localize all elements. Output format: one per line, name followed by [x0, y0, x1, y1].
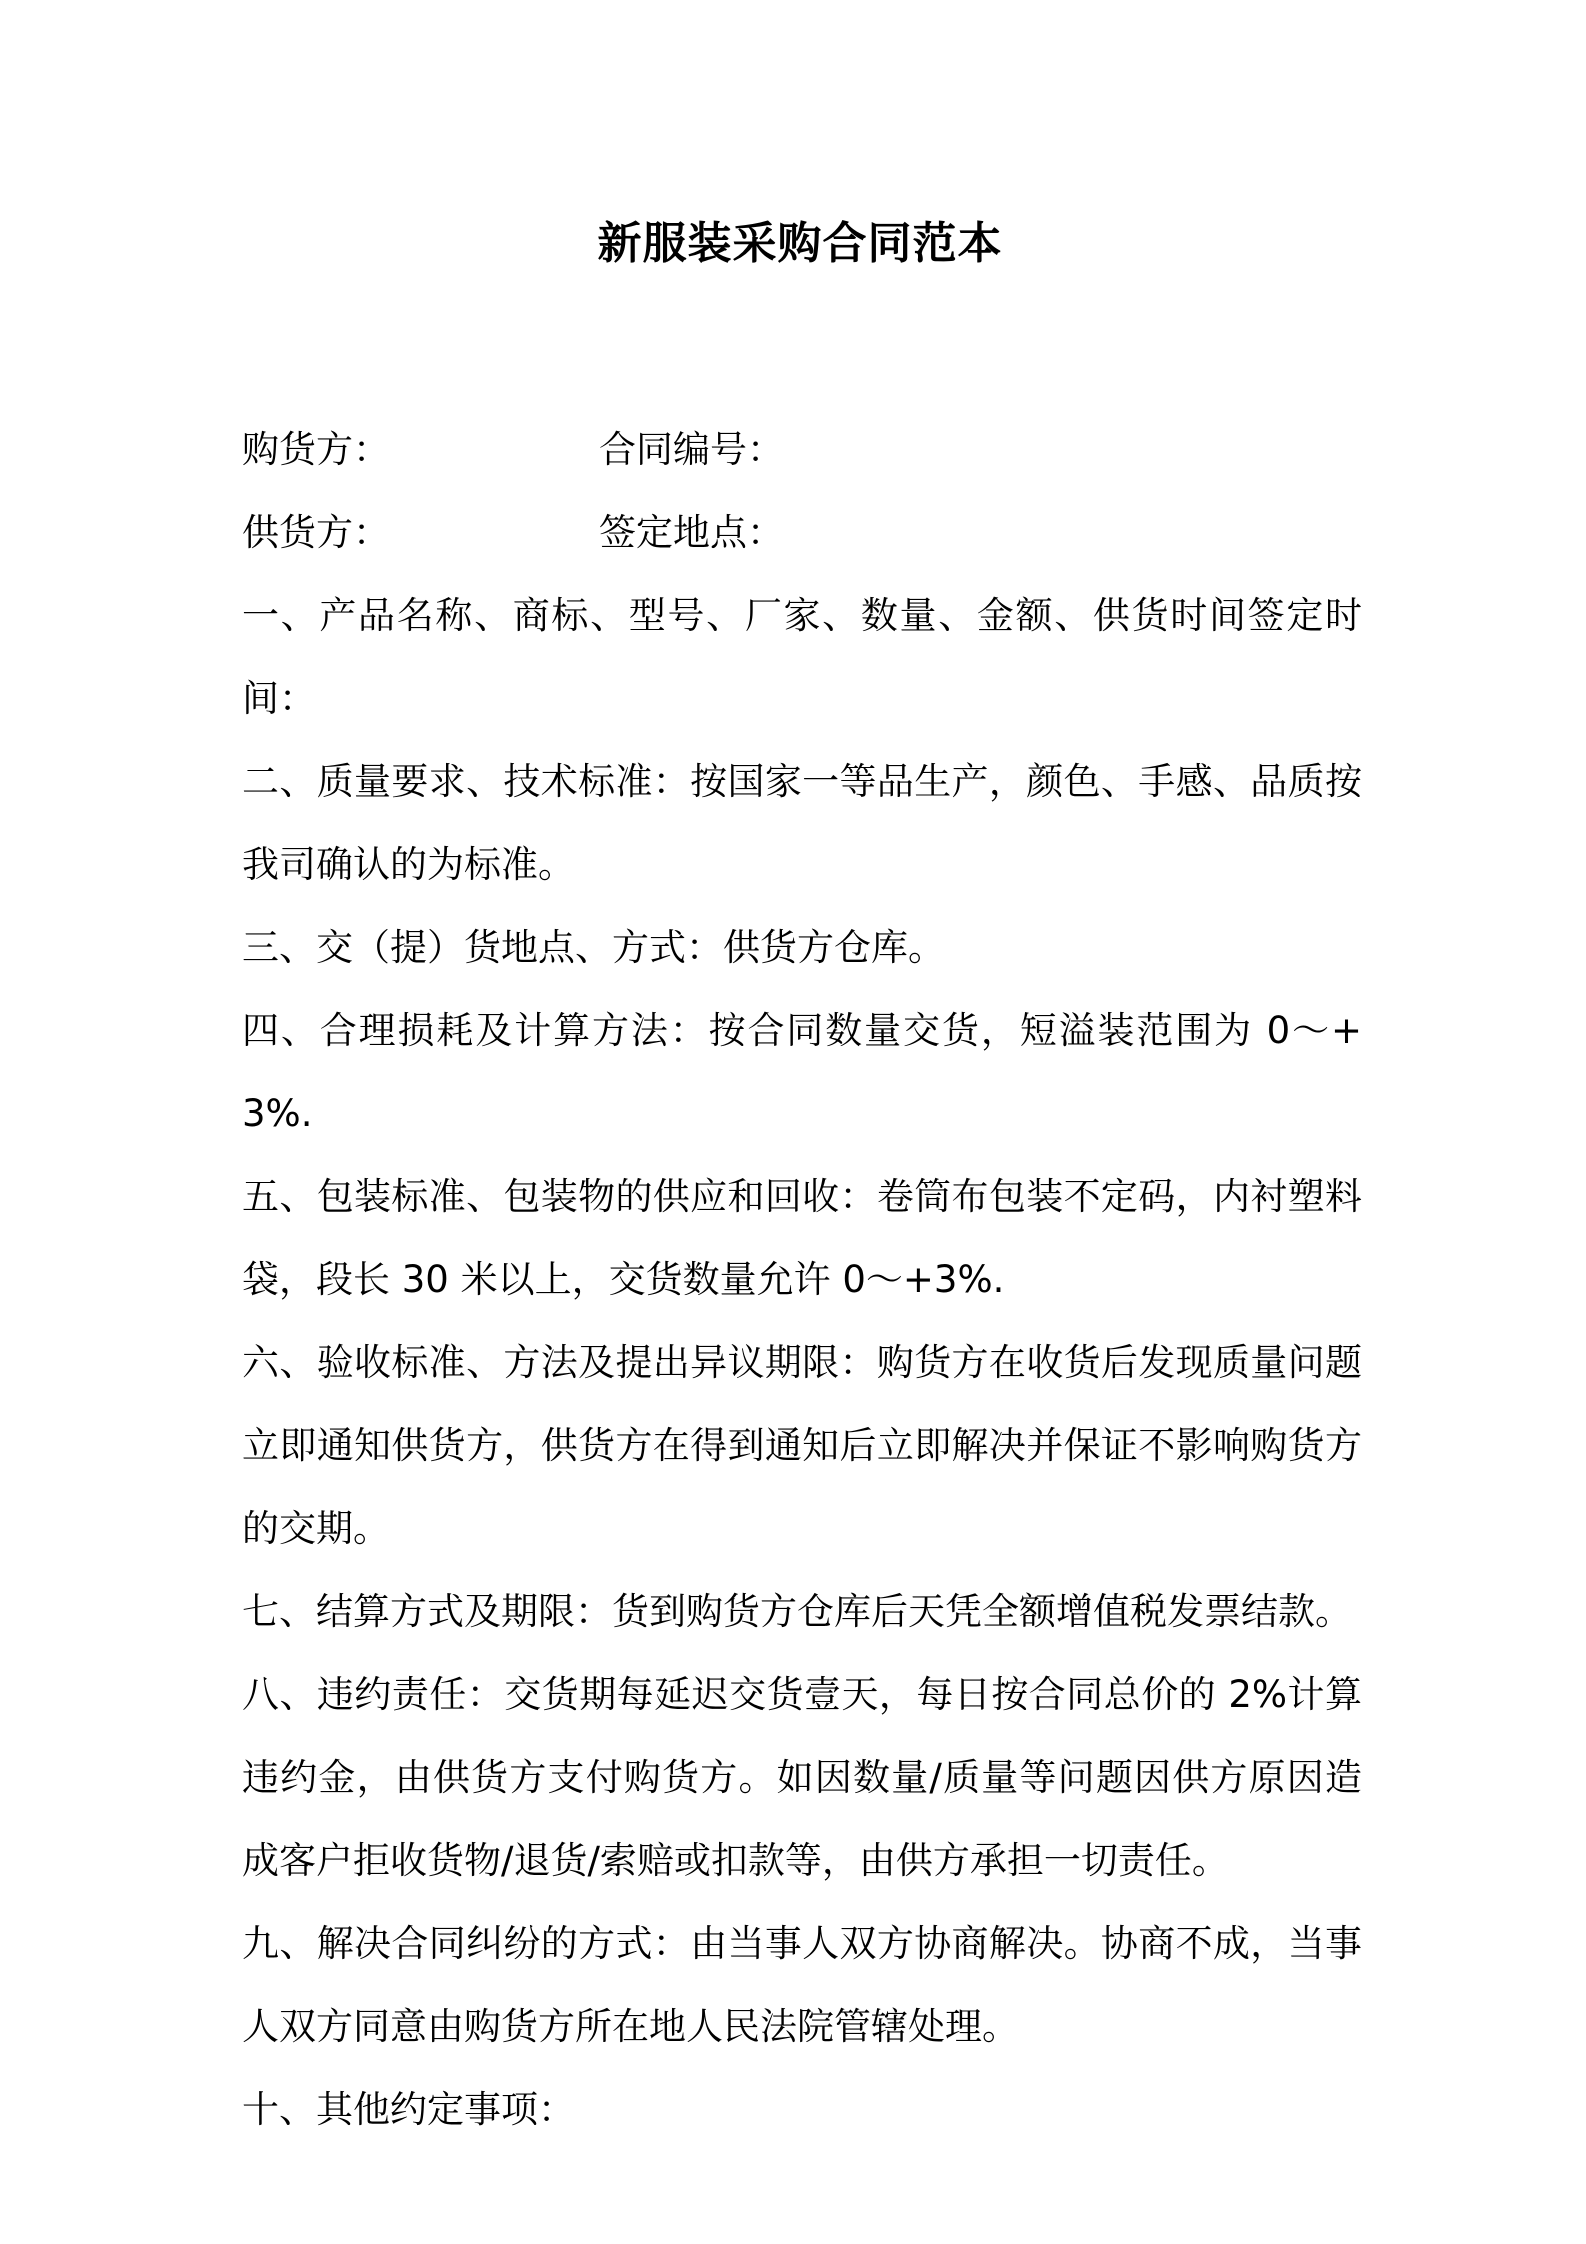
- clause-8: 八、违约责任：交货期每延迟交货壹天，每日按合同总价的 2%计算违约金，由供货方支付购货方。如因数量/质量等问题因供方原因造成客户拒收货物/退货/索赔或扣款等，由供方承担一切责任。: [242, 1673, 1362, 1882]
- clause-5: 五、包装标准、包装物的供应和回收：卷筒布包装不定码，内衬塑料袋，段长 30 米以上，交货数量允许 0～+3%.: [242, 1175, 1362, 1301]
- clause-10: 十、其他约定事项：: [242, 2088, 575, 2131]
- clause-2: 二、质量要求、技术标准：按国家一等品生产，颜色、手感、品质按我司确认的为标准。: [242, 760, 1362, 886]
- supplier-label: 供货方：: [242, 511, 390, 554]
- contract-number-label: 合同编号：: [599, 428, 784, 471]
- clause-6: 六、验收标准、方法及提出异议期限：购货方在收货后发现质量问题立即通知供货方，供货方在得到通知后立即解决并保证不影响购货方的交期。: [242, 1341, 1362, 1550]
- clause-1: 一、产品名称、商标、型号、厂家、数量、金额、供货时间签定时间：: [242, 594, 1362, 720]
- document-title: 新服装采购合同范本: [597, 218, 1003, 269]
- clause-4: 四、合理损耗及计算方法：按合同数量交货，短溢装范围为 0～+3%.: [242, 1009, 1362, 1135]
- clause-3: 三、交（提）货地点、方式：供货方仓库。: [242, 926, 945, 969]
- buyer-row: [242, 408, 1362, 491]
- signing-place-label: 签定地点：: [599, 511, 784, 554]
- clause-9: 九、解决合同纠纷的方式：由当事人双方协商解决。协商不成，当事人双方同意由购货方所在地人民法院管辖处理。: [242, 1922, 1362, 2048]
- clause-7: 七、结算方式及期限：货到购货方仓库后天凭全额增值税发票结款。: [242, 1590, 1352, 1633]
- buyer-label: 购货方：: [242, 428, 390, 471]
- document-body: [242, 408, 1362, 2151]
- supplier-row: [242, 491, 1362, 574]
